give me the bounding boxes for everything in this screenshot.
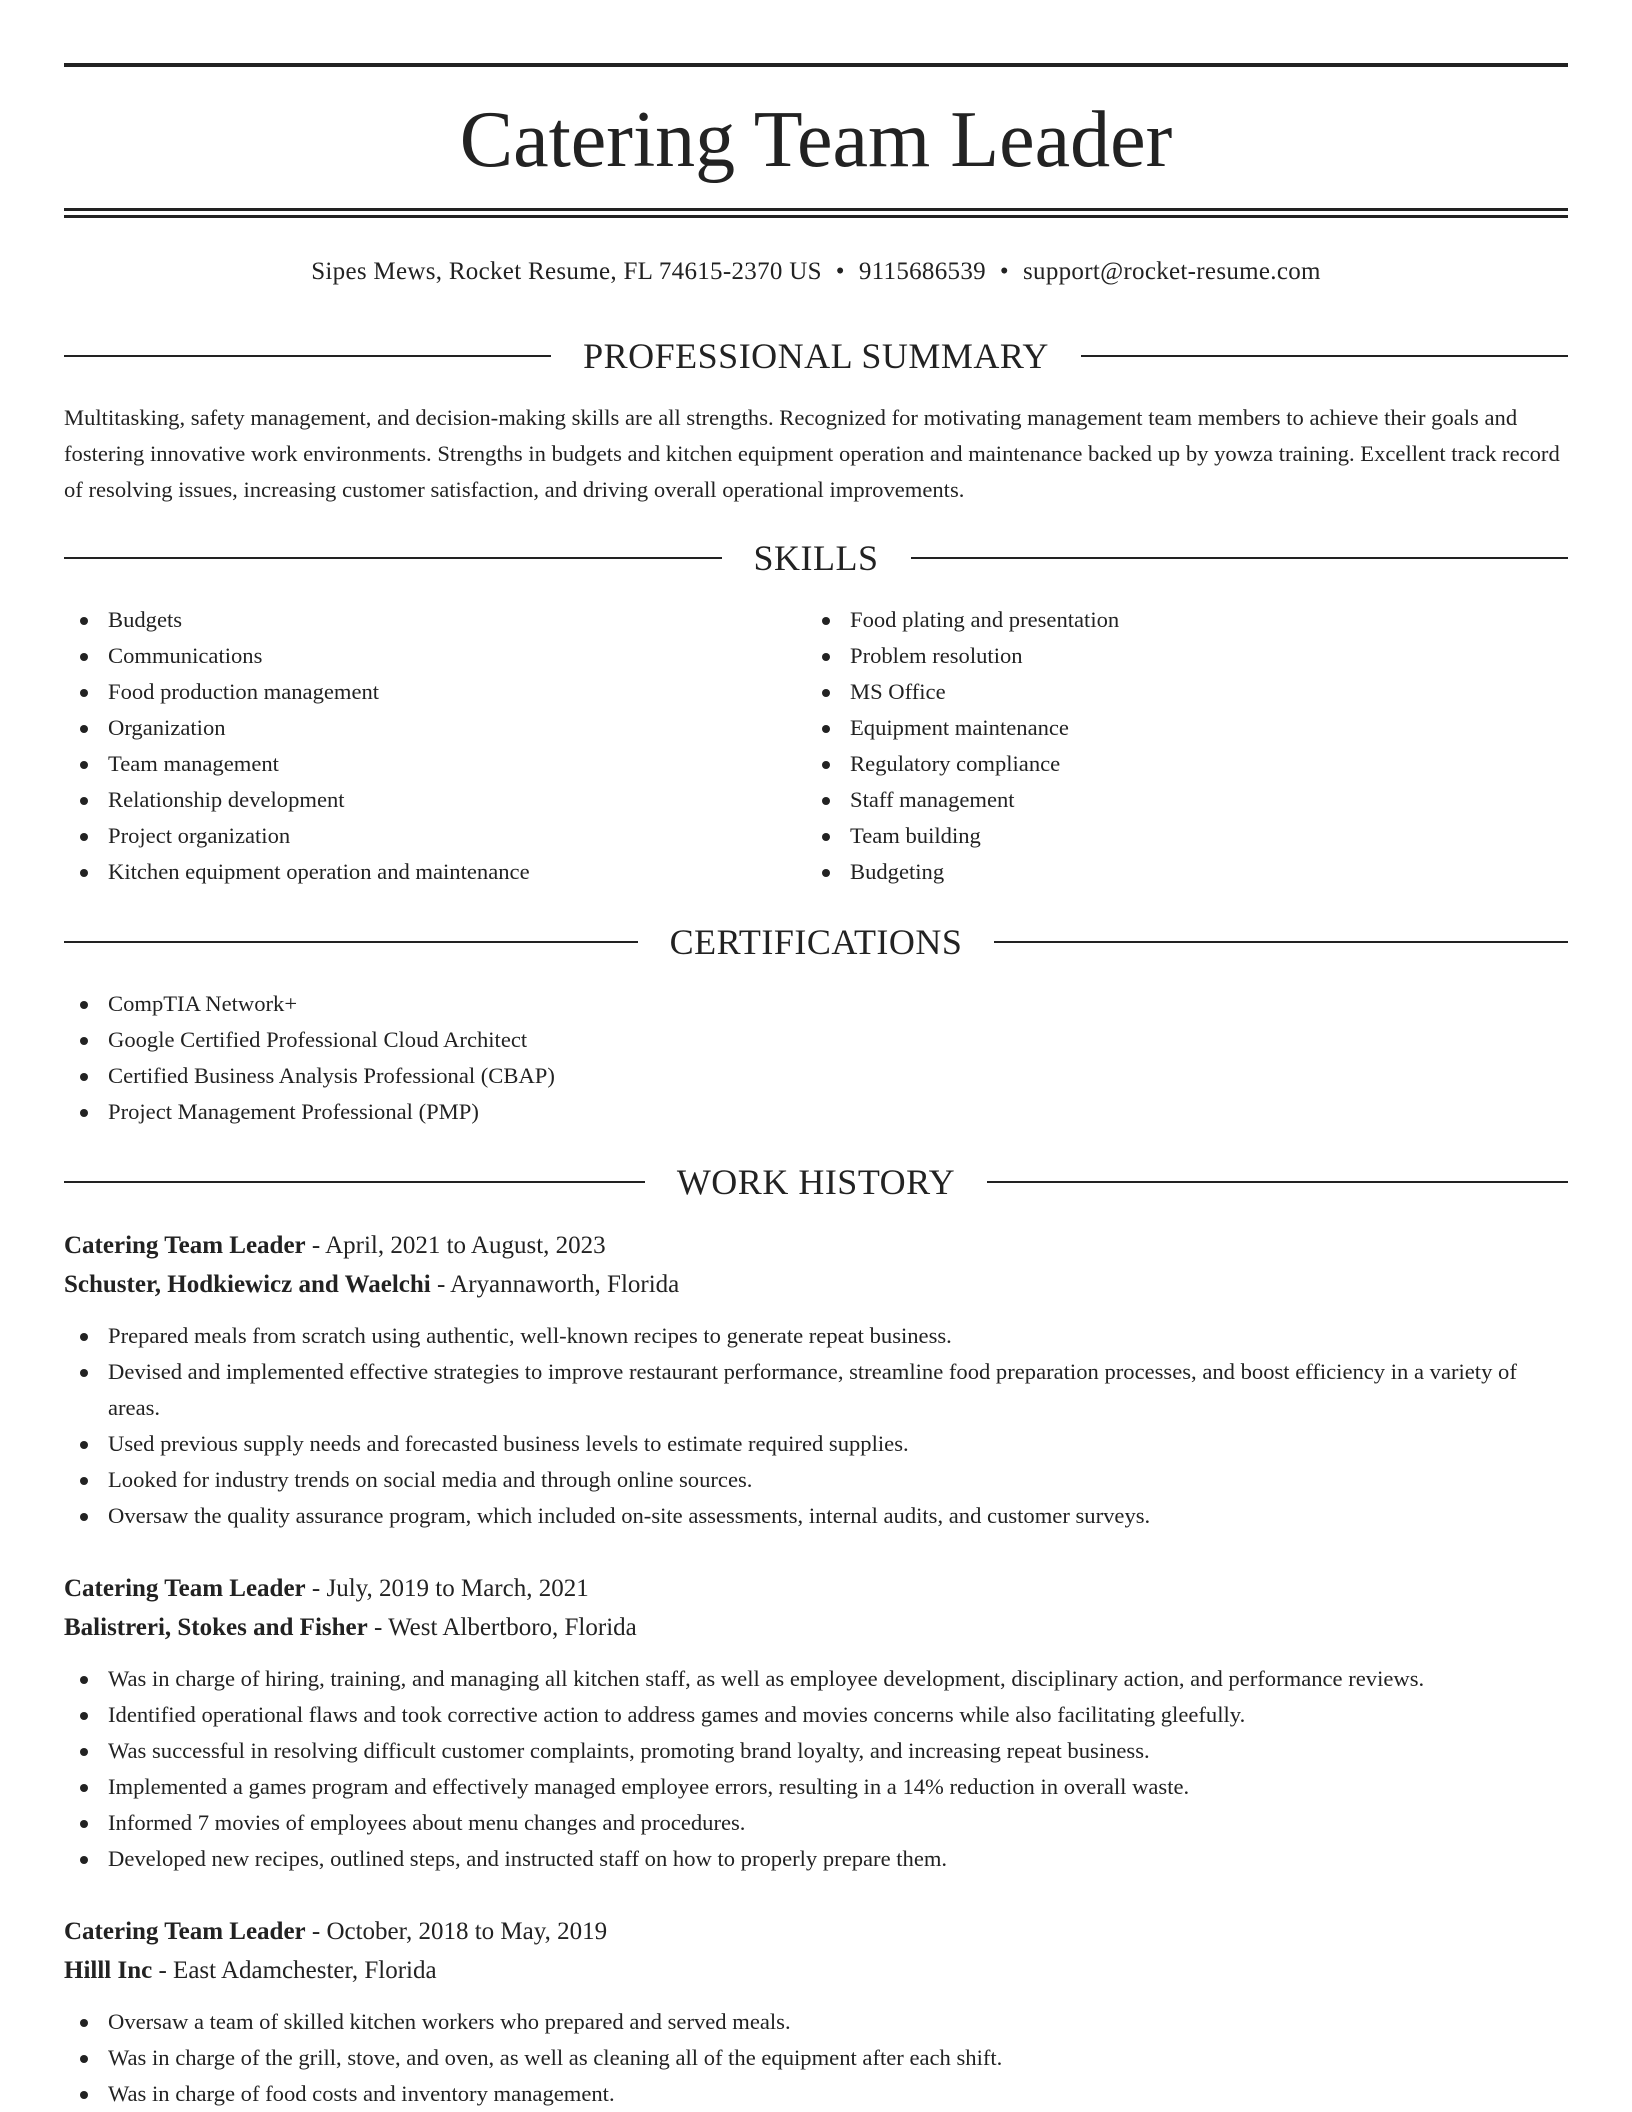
job-location: - East Adamchester, Florida — [152, 1957, 437, 1984]
heading-rule — [64, 557, 722, 559]
section-title: WORK HISTORY — [676, 1162, 956, 1202]
contact-email: support@rocket-resume.com — [1022, 258, 1321, 285]
job-duties-list — [64, 1318, 1568, 1534]
job-location: - West Albertboro, Florida — [367, 1614, 637, 1641]
list-item: Used previous supply needs and forecasted business levels to estimate required supplies. — [64, 1426, 1568, 1462]
list-item: Food plating and presentation — [806, 602, 1506, 638]
job-title-line — [64, 1226, 1568, 1265]
section-heading-skills — [64, 536, 1568, 580]
list-item: Was in charge of hiring, training, and managing all kitchen staff, as well as employee development, disciplinary action, and performance reviews. — [64, 1661, 1568, 1697]
job-entry — [64, 1569, 1568, 1877]
list-item: Food production management — [64, 674, 764, 710]
skills-column-right — [806, 602, 1506, 890]
job-company: Schuster, Hodkiewicz and Waelchi — [64, 1271, 431, 1298]
list-item: Identified operational flaws and took corrective action to address games and movies concerns while also facilitating gleefully. — [64, 1697, 1568, 1733]
list-item: Project organization — [64, 818, 764, 854]
job-title: Catering Team Leader — [64, 1918, 306, 1945]
list-item: CompTIA Network+ — [64, 986, 1064, 1022]
heading-rule — [64, 941, 638, 943]
list-item: MS Office — [806, 674, 1506, 710]
page-title: Catering Team Leader — [459, 96, 1173, 184]
heading-rule — [64, 355, 551, 357]
job-title-line — [64, 1569, 1568, 1608]
summary-text: Multitasking, safety management, and decision-making skills are all strengths. Recognized for motivating management team members to achieve their goals and fostering innovative work environments. Strengths in budgets and kitchen equipment operation and maintenance backed up by yowza training. Excellent track record of resolving issues, increasing customer satisfaction, and driving overall operational improvements. — [64, 405, 1560, 502]
list-item: Staff management — [806, 782, 1506, 818]
heading-rule — [64, 1181, 645, 1183]
skills-column-left — [64, 602, 764, 890]
section-heading-work-history — [64, 1160, 1568, 1204]
top-rule — [64, 63, 1568, 67]
job-title: Catering Team Leader — [64, 1575, 306, 1602]
job-title-line — [64, 1912, 1568, 1951]
list-item: Relationship development — [64, 782, 764, 818]
contact-separator: • — [999, 258, 1009, 285]
job-entry — [64, 1226, 1568, 1534]
list-item: Team management — [64, 746, 764, 782]
list-item: Kitchen equipment operation and maintenance — [64, 854, 764, 890]
list-item: Communications — [64, 638, 764, 674]
skills-list — [806, 602, 1506, 890]
section-heading-certifications — [64, 920, 1568, 964]
list-item: Project Management Professional (PMP) — [64, 1094, 1064, 1130]
title-double-rule — [64, 208, 1568, 218]
list-item: Oversaw the quality assurance program, which included on-site assessments, internal audits, and customer surveys. — [64, 1498, 1568, 1534]
certifications-block — [64, 986, 1064, 1130]
list-item: Team building — [806, 818, 1506, 854]
section-title: CERTIFICATIONS — [669, 922, 963, 962]
job-location: - Aryannaworth, Florida — [430, 1271, 680, 1298]
contact-separator: • — [835, 258, 845, 285]
list-item: Implemented a games program and effectively managed employee errors, resulting in a 14% reduction in overall waste. — [64, 1769, 1568, 1805]
list-item: Google Certified Professional Cloud Architect — [64, 1022, 1064, 1058]
list-item: Organization — [64, 710, 764, 746]
job-duties-list — [64, 2004, 1568, 2112]
job-company-line — [64, 1608, 1568, 1647]
list-item: Looked for industry trends on social media and through online sources. — [64, 1462, 1568, 1498]
heading-rule — [987, 1181, 1568, 1183]
certifications-list — [64, 986, 1064, 1130]
list-item: Was in charge of the grill, stove, and oven, as well as cleaning all of the equipment after each shift. — [64, 2040, 1568, 2076]
list-item: Was in charge of food costs and inventory management. — [64, 2076, 1568, 2112]
section-title: PROFESSIONAL SUMMARY — [583, 336, 1049, 376]
list-item: Certified Business Analysis Professional (CBAP) — [64, 1058, 1064, 1094]
job-company: Hilll Inc — [64, 1957, 153, 1984]
list-item: Informed 7 movies of employees about menu changes and procedures. — [64, 1805, 1568, 1841]
job-company-line — [64, 1951, 1568, 1990]
job-dates: - October, 2018 to May, 2019 — [305, 1918, 608, 1945]
job-entry — [64, 1912, 1568, 2112]
list-item: Devised and implemented effective strategies to improve restaurant performance, streamline food preparation processes, and boost efficiency in a variety of areas. — [64, 1354, 1568, 1426]
job-title: Catering Team Leader — [64, 1232, 306, 1259]
list-item: Problem resolution — [806, 638, 1506, 674]
list-item: Budgets — [64, 602, 764, 638]
heading-rule — [994, 941, 1568, 943]
job-company-line — [64, 1265, 1568, 1304]
list-item: Developed new recipes, outlined steps, and instructed staff on how to properly prepare them. — [64, 1841, 1568, 1877]
section-title: SKILLS — [753, 538, 879, 578]
contact-line — [64, 254, 1568, 290]
job-duties-list — [64, 1661, 1568, 1877]
contact-address: Sipes Mews, Rocket Resume, FL 74615-2370 US — [311, 258, 822, 285]
heading-rule — [911, 557, 1569, 559]
list-item: Budgeting — [806, 854, 1506, 890]
job-dates: - July, 2019 to March, 2021 — [305, 1575, 589, 1602]
list-item: Equipment maintenance — [806, 710, 1506, 746]
contact-phone: 9115686539 — [858, 258, 986, 285]
job-company: Balistreri, Stokes and Fisher — [64, 1614, 368, 1641]
list-item: Regulatory compliance — [806, 746, 1506, 782]
skills-list — [64, 602, 764, 890]
section-heading-summary — [64, 334, 1568, 378]
heading-rule — [1081, 355, 1568, 357]
job-dates: - April, 2021 to August, 2023 — [305, 1232, 606, 1259]
list-item: Was successful in resolving difficult customer complaints, promoting brand loyalty, and increasing repeat business. — [64, 1733, 1568, 1769]
list-item: Prepared meals from scratch using authentic, well-known recipes to generate repeat business. — [64, 1318, 1568, 1354]
list-item: Oversaw a team of skilled kitchen workers who prepared and served meals. — [64, 2004, 1568, 2040]
